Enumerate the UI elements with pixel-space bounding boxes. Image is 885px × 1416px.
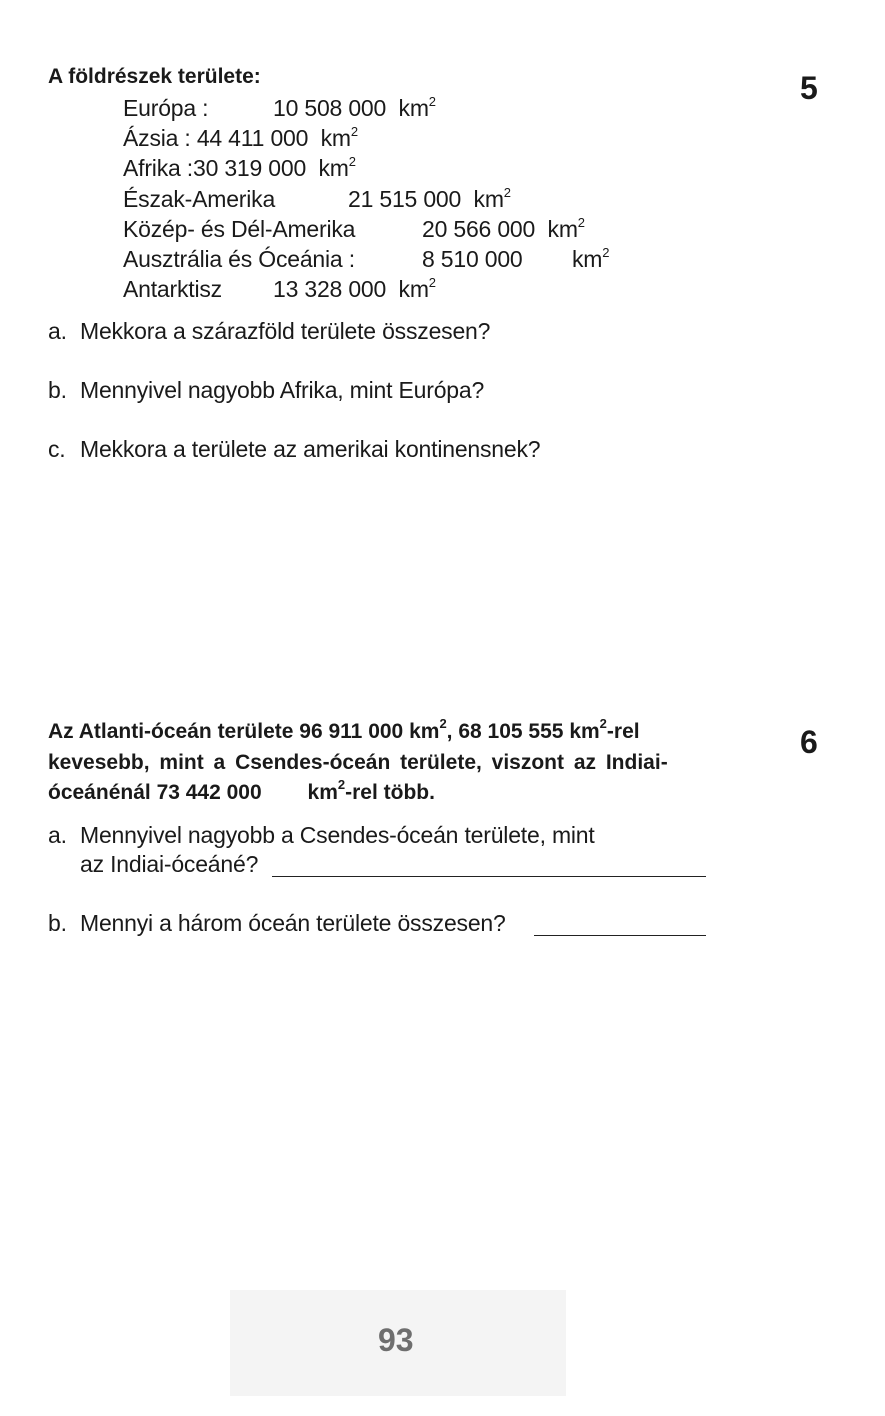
- area-name: Afrika :30 319 000: [123, 155, 307, 181]
- area-unit: km: [398, 276, 429, 302]
- area-unit: km: [318, 155, 349, 181]
- intro-text: óceánénál: [48, 781, 151, 804]
- suffix: -rel több.: [345, 781, 435, 804]
- area-value-central-south-america: [422, 216, 585, 243]
- area-name: Észak-Amerika: [123, 186, 276, 212]
- area-value: 8 510 000: [422, 246, 523, 272]
- question-label: a.: [48, 318, 67, 344]
- area-row-africa: [123, 155, 356, 182]
- question-text: az Indiai-óceáné?: [80, 851, 259, 877]
- area-name: Európa :: [123, 95, 209, 121]
- area-unit: km: [398, 95, 429, 121]
- question-text: Mennyivel nagyobb a Csendes-óceán területe, mint: [80, 822, 595, 848]
- exercise-6-line-1: [48, 716, 640, 744]
- question-6b: [48, 910, 506, 937]
- area-name: Ausztrália és Óceánia :: [123, 246, 355, 272]
- question-text: Mekkora a területe az amerikai kontinensnek?: [80, 436, 541, 462]
- answer-line-6b[interactable]: [534, 935, 706, 936]
- question-label: a.: [48, 822, 67, 848]
- unit-superscript: 2: [577, 215, 585, 230]
- exercise-5-number: 5: [800, 70, 818, 106]
- unit: km: [569, 720, 600, 743]
- question-label: b.: [48, 910, 67, 936]
- atlantic-area: 96 911 000: [299, 720, 404, 743]
- question-5a: [48, 318, 490, 345]
- exercise-6-line-2: [48, 751, 668, 775]
- unit-superscript: 2: [348, 154, 356, 169]
- area-value-europe: [273, 95, 436, 122]
- pacific-difference: 68 105 555: [458, 720, 564, 743]
- page-number: 93: [378, 1322, 414, 1358]
- unit: km: [307, 781, 338, 804]
- area-row-antarctica: [123, 276, 222, 303]
- area-value: 21 515 000: [348, 186, 462, 212]
- unit-superscript: 2: [599, 716, 607, 731]
- area-value-antarctica: [273, 276, 436, 303]
- question-6a-line-1: [48, 822, 595, 849]
- unit-superscript: 2: [350, 124, 358, 139]
- unit-superscript: 2: [503, 185, 511, 200]
- question-text: Mennyi a három óceán területe összesen?: [80, 910, 506, 936]
- exercise-6-line-3: [48, 777, 435, 805]
- unit-superscript: 2: [439, 716, 447, 731]
- area-unit: km: [572, 246, 603, 272]
- area-unit-australia-oceania: [572, 246, 609, 273]
- unit-superscript: 2: [337, 777, 346, 792]
- unit-superscript: 2: [428, 275, 436, 290]
- area-unit: km: [320, 125, 351, 151]
- area-value-north-america: [348, 186, 511, 213]
- intro-text: kevesebb, mint a Csendes-óceán területe, viszont az Indiai-: [48, 751, 668, 774]
- area-name: Közép- és Dél-Amerika: [123, 216, 356, 242]
- intro-text: Az Atlanti-óceán területe: [48, 720, 294, 743]
- question-text: Mennyivel nagyobb Afrika, mint Európa?: [80, 377, 485, 403]
- unit-superscript: 2: [428, 94, 436, 109]
- question-label: c.: [48, 436, 66, 462]
- question-5b: [48, 377, 484, 404]
- question-label: b.: [48, 377, 67, 403]
- area-value: 10 508 000: [273, 95, 387, 121]
- exercise-6-number: 6: [800, 724, 818, 760]
- area-row-north-america: [123, 186, 275, 213]
- area-row-australia-oceania: [123, 246, 355, 273]
- question-5c: [48, 436, 540, 463]
- area-value: 20 566 000: [422, 216, 536, 242]
- area-row-asia: [123, 125, 358, 152]
- comma: ,: [446, 720, 453, 743]
- unit: km: [409, 720, 440, 743]
- exercise-5-title: A földrészek területe:: [48, 65, 261, 88]
- area-value-australia-oceania: [422, 246, 523, 273]
- unit-superscript: 2: [602, 245, 610, 260]
- suffix: -rel: [606, 720, 640, 743]
- answer-line-6a[interactable]: [272, 876, 706, 877]
- area-value: 13 328 000: [273, 276, 387, 302]
- indian-difference: 73 442 000: [156, 781, 262, 804]
- question-6a-line-2: [80, 851, 258, 878]
- area-name: Antarktisz: [123, 276, 222, 302]
- area-name: Ázsia : 44 411 000: [123, 125, 309, 151]
- area-unit: km: [547, 216, 578, 242]
- question-text: Mekkora a szárazföld területe összesen?: [80, 318, 491, 344]
- area-row-europe: [123, 95, 208, 122]
- area-row-central-south-america: [123, 216, 355, 243]
- area-unit: km: [473, 186, 504, 212]
